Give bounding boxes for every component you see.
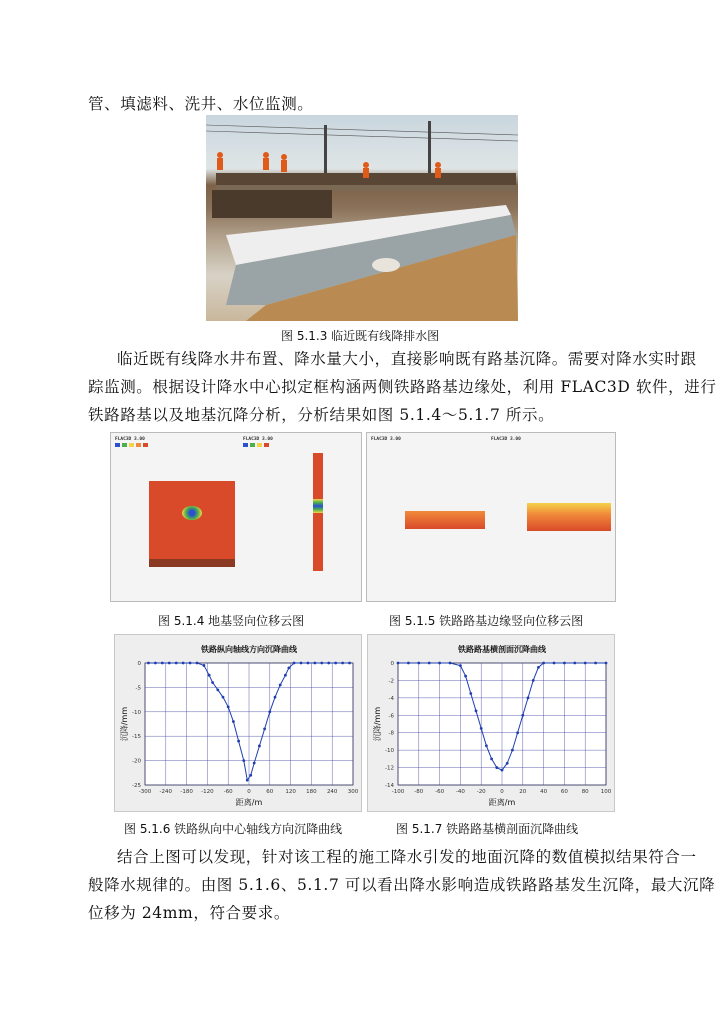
data-point [327, 662, 330, 665]
data-point [475, 710, 478, 713]
data-point [553, 662, 556, 665]
site-drainage-photo [206, 115, 518, 321]
y-tick-label: 0 [137, 661, 141, 667]
paragraph-line: 位移为 24mm，符合要求。 [88, 904, 290, 922]
y-axis-label: 沉降/mm [120, 706, 129, 742]
data-point [527, 696, 530, 699]
data-point [279, 684, 282, 687]
figure-caption: 图 5.1.3 临近既有线降排水图 [281, 329, 440, 343]
y-tick-label: -14 [385, 783, 394, 789]
data-point [397, 662, 400, 665]
data-point [501, 769, 504, 772]
contour-block [149, 481, 235, 559]
data-point [284, 674, 287, 677]
data-point [242, 759, 245, 762]
data-point [249, 774, 252, 777]
data-point [182, 662, 185, 665]
data-point [237, 740, 240, 743]
data-point [563, 662, 566, 665]
paragraph-line: 管、填滤料、洗井、水位监测。 [88, 95, 314, 113]
x-tick-label: -300 [138, 789, 152, 795]
data-point [537, 666, 540, 669]
figure-caption: 图 5.1.4 地基竖向位移云图 [158, 614, 305, 628]
paragraph-line: 踪监测。根据设计降水中心拟定框构涵两侧铁路路基边缘处，利用 FLAC3D 软件，进行 [88, 378, 717, 396]
data-point [594, 662, 597, 665]
flac3d-contour-figure-1 [110, 432, 362, 602]
x-tick-label: -100 [391, 789, 405, 795]
software-label: FLAC3D 3.00 [491, 437, 521, 442]
software-label: FLAC3D 3.00 [371, 437, 401, 442]
y-tick-label: -6 [388, 713, 394, 720]
contour-section [405, 511, 485, 529]
x-tick-label: -240 [159, 789, 173, 795]
contour-legend [369, 435, 409, 445]
x-tick-label: 60 [266, 789, 274, 795]
settlement-chart-longitudinal [114, 634, 362, 812]
x-tick-label: 300 [347, 789, 359, 795]
x-tick-label: 40 [540, 789, 548, 795]
paragraph-line: 临近既有线降水井布置、降水量大小，直接影响既有路基沉降。需要对降水实时跟 [117, 350, 697, 368]
contour-column [313, 453, 323, 571]
data-point [490, 757, 493, 760]
data-point [211, 681, 214, 684]
paragraph-line: 般降水规律的。由图 5.1.6、5.1.7 可以看出降水影响造成铁路路基发生沉降，最大沉降 [88, 876, 716, 894]
data-point [208, 674, 211, 677]
paragraph-line: 铁路路基以及地基沉降分析，分析结果如图 5.1.4～5.1.7 所示。 [88, 406, 555, 424]
data-point [287, 666, 290, 669]
data-point [161, 662, 164, 665]
data-point [532, 679, 535, 682]
chart-title: 铁路路基横剖面沉降曲线 [458, 645, 546, 654]
photo-illustration [206, 115, 518, 321]
contour-section [527, 503, 611, 531]
x-axis-label: 距离/m [235, 798, 263, 807]
data-point [216, 688, 219, 691]
data-point [573, 662, 576, 665]
data-point [307, 662, 310, 665]
data-point [341, 662, 344, 665]
contour-legend [113, 435, 153, 451]
y-tick-label: -10 [132, 709, 141, 716]
figure-caption: 图 5.1.7 铁路路基横剖面沉降曲线 [396, 822, 579, 836]
data-point [227, 706, 230, 709]
data-point [511, 749, 514, 752]
x-tick-label: 240 [326, 789, 338, 795]
data-point [246, 779, 249, 782]
data-point [348, 662, 351, 665]
x-tick-label: 120 [285, 789, 296, 795]
x-tick-label: -20 [476, 789, 486, 795]
data-point [196, 662, 199, 665]
x-tick-label: 180 [306, 789, 317, 795]
software-label: FLAC3D 3.00 [115, 437, 145, 442]
contour-legend [241, 435, 281, 451]
data-point [485, 744, 488, 747]
chart-svg [368, 635, 614, 811]
x-tick-label: 0 [247, 789, 251, 795]
figure-caption: 图 5.1.6 铁路纵向中心轴线方向沉降曲线 [124, 822, 343, 836]
data-point [459, 664, 462, 667]
x-tick-label: 80 [581, 789, 589, 795]
x-tick-label: -120 [201, 789, 214, 795]
y-axis-label: 沉降/mm [373, 706, 382, 742]
data-point [516, 731, 519, 734]
data-point [334, 662, 337, 665]
data-point [313, 662, 316, 665]
data-point [320, 662, 323, 665]
data-point [232, 720, 235, 723]
chart-svg [115, 635, 361, 811]
data-point [480, 727, 483, 730]
data-point [168, 662, 171, 665]
x-tick-label: 100 [600, 789, 612, 795]
data-point [222, 696, 225, 699]
data-point [300, 662, 303, 665]
figure-caption: 图 5.1.5 铁路路基边缘竖向位移云图 [389, 614, 584, 628]
data-point [253, 762, 256, 765]
x-tick-label: -80 [414, 789, 424, 795]
data-point [189, 662, 192, 665]
y-tick-label: -8 [388, 730, 394, 737]
y-tick-label: -2 [388, 678, 394, 685]
x-tick-label: 0 [500, 789, 504, 795]
paragraph-line: 结合上图可以发现，针对该工程的施工降水引发的地面沉降的数值模拟结果符合一 [117, 848, 697, 866]
flac3d-contour-figure-2 [366, 432, 616, 602]
data-point [263, 727, 266, 730]
y-tick-label: -4 [388, 695, 394, 702]
y-tick-label: -5 [135, 685, 141, 692]
x-tick-label: -180 [180, 789, 193, 795]
y-tick-label: -15 [132, 734, 141, 741]
data-point [274, 696, 277, 699]
contour-legend [489, 435, 529, 445]
data-point [506, 762, 509, 765]
x-tick-label: -60 [223, 789, 233, 795]
data-point [584, 662, 587, 665]
software-label: FLAC3D 3.00 [243, 437, 273, 442]
data-point [469, 692, 472, 695]
data-point [203, 664, 206, 667]
data-point [268, 710, 271, 713]
settlement-chart-transverse [367, 634, 615, 812]
data-point [417, 662, 420, 665]
x-axis-label: 距离/m [488, 798, 516, 807]
x-tick-label: -60 [435, 789, 445, 795]
data-point [154, 662, 157, 665]
data-point [175, 662, 178, 665]
y-tick-label: -10 [385, 748, 394, 755]
data-point [407, 662, 410, 665]
y-tick-label: -25 [132, 783, 141, 789]
data-point [542, 662, 545, 665]
data-point [521, 714, 524, 717]
data-point [495, 766, 498, 769]
data-point [464, 675, 467, 678]
y-tick-label: -12 [385, 765, 394, 772]
chart-title: 铁路纵向轴线方向沉降曲线 [201, 645, 297, 654]
data-point [428, 662, 431, 665]
y-tick-label: 0 [390, 661, 394, 667]
x-tick-label: -40 [455, 789, 465, 795]
data-point [258, 745, 261, 748]
x-tick-label: 60 [560, 789, 568, 795]
data-point [147, 662, 150, 665]
x-tick-label: 20 [519, 789, 527, 795]
data-point [605, 662, 608, 665]
y-tick-label: -20 [132, 758, 141, 765]
data-point [293, 662, 296, 665]
data-point [449, 662, 452, 665]
data-point [438, 662, 441, 665]
